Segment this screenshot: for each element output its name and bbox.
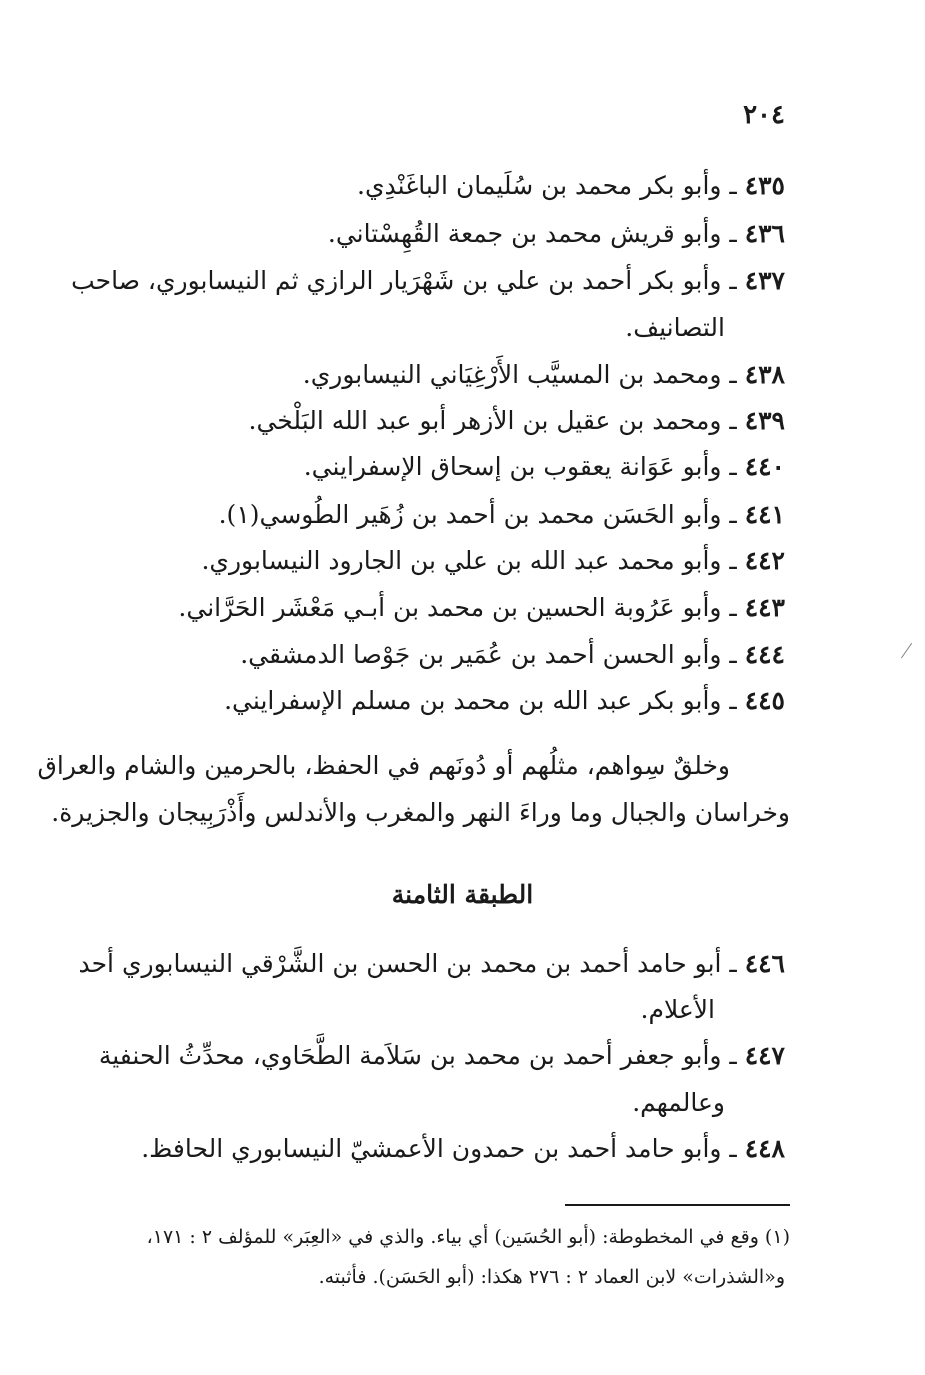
entry-text: ـ وأبو بكر محمد بن سُلَيمان الباغَنْدِي.	[357, 171, 737, 200]
entry-text: ـ وأبو بكر أحمد بن علي بن شَهْرَيار الرازي ثم النيسابوري، صاحب	[71, 266, 737, 295]
entry-number: ٤٣٦	[744, 219, 785, 248]
entry-444	[240, 637, 785, 673]
entry-447	[99, 1038, 785, 1074]
footnote-line-1: (١) وقع في المخطوطة: (أبو الحُسَين) أي بياء. والذي في «العِبَر» للمؤلف ٢ : ١٧١،	[146, 1226, 790, 1248]
entry-number: ٤٤٢	[744, 546, 785, 575]
entry-text: ـ وأبو عَوَانة يعقوب بن إسحاق الإسفرايني.	[303, 452, 737, 481]
entry-437	[71, 263, 785, 299]
entry-446	[78, 946, 785, 982]
entry-number: ٤٤٠	[744, 452, 785, 481]
entry-448	[141, 1131, 785, 1167]
entry-text: ـ وأبو قريش محمد بن جمعة القُهِسْتاني.	[327, 219, 737, 248]
entry-text: ـ ومحمد بن عقيل بن الأزهر أبو عبد الله البَلْخي.	[248, 406, 737, 435]
entry-438	[303, 357, 785, 393]
entry-text: ـ أبو حامد أحمد بن محمد بن الحسن بن الشَّرْقي النيسابوري أحد	[78, 949, 737, 978]
entry-text: ـ وأبو الحَسَن محمد بن أحمد بن زُهَير الطُوسي(١).	[218, 500, 737, 529]
entry-text: ـ وأبو حامد أحمد بن حمدون الأعمشيّ النيسابوري الحافظ.	[141, 1134, 737, 1163]
entry-442	[201, 543, 785, 579]
entry-number: ٤٣٧	[744, 266, 785, 295]
paragraph-line-2: وخراسان والجبال وما وراءَ النهر والمغرب والأندلس وأَذْرَبِيجان والجزيرة.	[51, 798, 790, 827]
entry-437-continuation: التصانيف.	[625, 313, 725, 342]
entry-number: ٤٤١	[744, 500, 785, 529]
entry-435	[357, 168, 785, 204]
entry-text: ـ ومحمد بن المسيَّب الأَرْغِيَاني النيسابوري.	[302, 360, 737, 389]
entry-number: ٤٤٦	[744, 949, 785, 978]
entry-445	[224, 683, 785, 719]
paragraph-line-1: وخلقٌ سِواهم، مثلُهم أو دُونَهم في الحفظ، بالحرمين والشام والعراق	[37, 751, 730, 780]
entry-number: ٤٤٣	[744, 593, 785, 622]
entry-number: ٤٣٨	[744, 360, 785, 389]
entry-text: ـ وأبو عَرُوبة الحسين بن محمد بن أبـي مَعْشَر الحَرَّاني.	[178, 593, 737, 622]
entry-436	[328, 216, 785, 252]
margin-pencil-mark	[901, 643, 922, 665]
entry-number: ٤٣٩	[744, 406, 785, 435]
entry-441	[219, 497, 785, 533]
entry-number: ٤٤٥	[744, 686, 785, 715]
entry-439	[249, 403, 786, 439]
page-number: ٢٠٤	[743, 100, 785, 130]
entry-number: ٤٣٥	[744, 171, 785, 200]
entry-number: ٤٤٨	[744, 1134, 785, 1163]
entry-text: ـ وأبو جعفر أحمد بن محمد بن سَلاَمة الطَّحَاوي، محدِّثُ الحنفية	[98, 1041, 737, 1070]
entry-number: ٤٤٧	[744, 1041, 785, 1070]
entry-443	[178, 590, 785, 626]
entry-447-continuation: وعالمهم.	[632, 1088, 725, 1117]
footnote-divider	[565, 1204, 790, 1206]
section-title: الطبقة الثامنة	[391, 880, 534, 909]
entry-number: ٤٤٤	[744, 640, 785, 669]
entry-text: ـ وأبو الحسن أحمد بن عُمَير بن جَوْصا الدمشقي.	[240, 640, 737, 669]
entry-446-continuation: الأعلام.	[640, 995, 715, 1024]
footnote-line-2: و«الشذرات» لابن العماد ٢ : ٢٧٦ هكذا: (أبو الحَسَن). فأثبته.	[318, 1266, 785, 1288]
entry-440	[304, 449, 785, 485]
entry-text: ـ وأبو بكر عبد الله بن محمد بن مسلم الإسفرايني.	[224, 686, 737, 715]
entry-text: ـ وأبو محمد عبد الله بن علي بن الجارود النيسابوري.	[201, 546, 737, 575]
